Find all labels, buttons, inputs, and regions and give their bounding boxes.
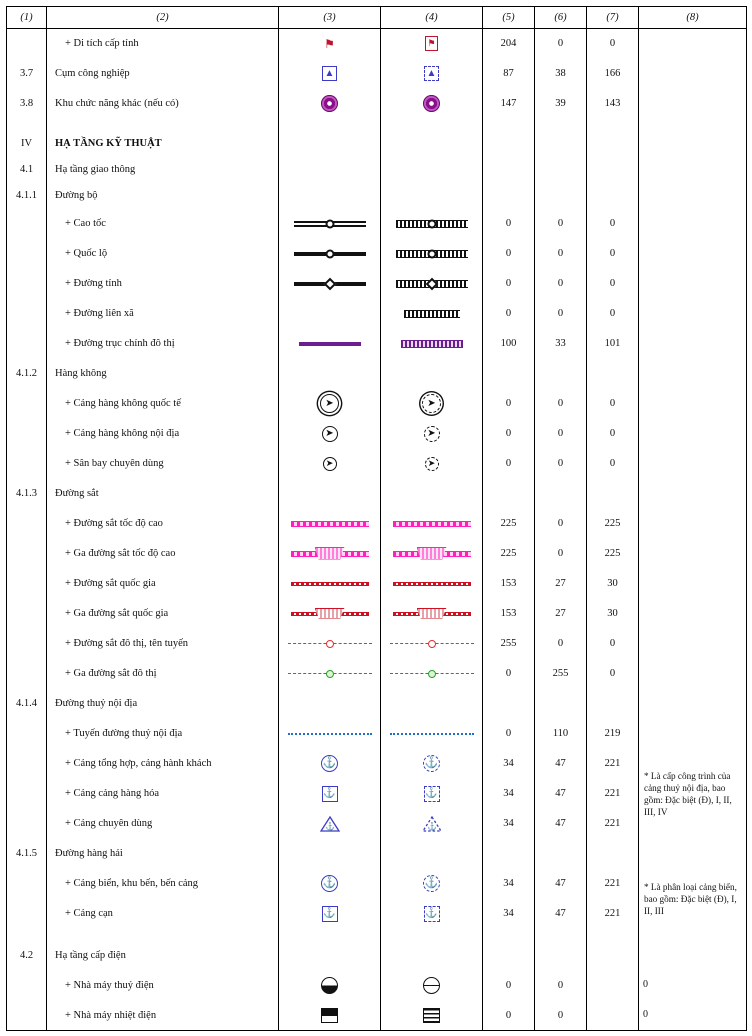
- row-value-5: 100: [483, 329, 535, 359]
- national-road-line-hatched-icon: [384, 241, 480, 267]
- row-code: [7, 299, 47, 329]
- row-code: [7, 719, 47, 749]
- col-header-4: (4): [381, 7, 483, 29]
- row-label: + Cảng hàng không quốc tế: [65, 397, 181, 409]
- row-code: 4.1.4: [7, 689, 47, 719]
- row-value-7: 0: [587, 449, 639, 479]
- national-rail-line-icon: [384, 571, 480, 597]
- row-value-7: 225: [587, 539, 639, 569]
- row-value-7: 101: [587, 329, 639, 359]
- row-value-6: 33: [535, 329, 587, 359]
- col-header-1: (1): [7, 7, 47, 29]
- row-code: 4.1.1: [7, 183, 47, 209]
- row-value-6: 0: [535, 971, 587, 1001]
- table-row: [7, 269, 747, 299]
- row-label: + Ga đường sắt tốc độ cao: [65, 547, 176, 559]
- table-row: [7, 509, 747, 539]
- row-label: + Tuyến đường thuỷ nội địa: [65, 727, 183, 739]
- row-label: Cụm công nghiệp: [55, 67, 130, 79]
- row-value-6: 0: [535, 29, 587, 59]
- row-label: + Ga đường sắt đô thị: [65, 667, 157, 679]
- table-row: [7, 59, 747, 89]
- row-value-7: 30: [587, 569, 639, 599]
- row-label: + Sân bay chuyên dùng: [65, 457, 164, 469]
- table-row: [7, 183, 747, 209]
- row-code: [7, 599, 47, 629]
- row-label: + Cảng hàng không nội địa: [65, 427, 180, 439]
- urban-rail-station-green-icon: [384, 661, 480, 687]
- row-note: * Là cấp công trình của cảng thuỷ nội địa, bao gồm: Đặc biệt (Đ), I, II, III, IV: [644, 771, 732, 817]
- col-header-6: (6): [535, 7, 587, 29]
- row-label: + Di tích cấp tỉnh: [65, 38, 139, 50]
- row-value-7: 0: [643, 1009, 648, 1020]
- row-value-7: 0: [587, 299, 639, 329]
- row-value-7: 143: [587, 89, 639, 119]
- row-note: [639, 59, 747, 89]
- port-anchor-circle-dashed-icon: ⚓: [384, 751, 480, 777]
- row-value-5: 0: [483, 209, 535, 239]
- table-row: [7, 29, 747, 59]
- col-header-5: (5): [483, 7, 535, 29]
- row-value-7: 221: [587, 779, 639, 809]
- table-header-row: [7, 7, 747, 29]
- row-code: [7, 899, 47, 929]
- special-port-triangle-dashed-icon: [384, 811, 480, 837]
- high-speed-rail-station-icon: [384, 541, 480, 567]
- table-row: [7, 629, 747, 659]
- airport-international-icon-dashed: ➤: [384, 391, 480, 417]
- row-spacer: [7, 119, 747, 131]
- table-row: [7, 719, 747, 749]
- row-label: + Cảng chuyên dùng: [65, 817, 153, 829]
- row-label: + Đường liên xã: [65, 307, 134, 319]
- row-value-5: 34: [483, 869, 535, 899]
- row-value-5: 153: [483, 599, 535, 629]
- col-header-3: (3): [279, 7, 381, 29]
- row-value-6: 0: [535, 1001, 587, 1031]
- hydro-plant-icon: [282, 973, 378, 999]
- row-value-6: 0: [535, 389, 587, 419]
- row-label: + Cảng cạn: [65, 907, 113, 919]
- provincial-road-line-hatched-icon: [384, 271, 480, 297]
- row-value-7: 225: [587, 509, 639, 539]
- row-value-7: 221: [587, 869, 639, 899]
- expressway-line-hatched-icon: [384, 211, 480, 237]
- row-code: [7, 1001, 47, 1031]
- table-row: [7, 479, 747, 509]
- row-note: [639, 29, 747, 59]
- table-row: [7, 569, 747, 599]
- row-label: + Cảng biển, khu bến, bến cảng: [65, 877, 199, 889]
- row-value-6: 0: [535, 299, 587, 329]
- row-label: Đường thuỷ nội địa: [55, 697, 138, 709]
- row-value-7: 221: [587, 899, 639, 929]
- national-road-line-icon: [282, 241, 378, 267]
- row-value-7: 0: [587, 269, 639, 299]
- row-value-7: 0: [587, 629, 639, 659]
- table-row: [7, 449, 747, 479]
- row-value-7: 0: [587, 29, 639, 59]
- seaport-anchor-circle-dashed-icon: ⚓: [384, 871, 480, 897]
- table-row: [7, 749, 747, 779]
- row-label: + Nhà máy nhiệt điện: [65, 1009, 157, 1021]
- row-code: 4.2: [7, 941, 47, 971]
- row-code: [7, 269, 47, 299]
- urban-rail-station-green-icon: [282, 661, 378, 687]
- row-value-5: 34: [483, 899, 535, 929]
- thermal-plant-icon: [282, 1002, 378, 1028]
- row-code: [7, 659, 47, 689]
- high-speed-rail-station-icon: [282, 541, 378, 567]
- row-value-6: 0: [535, 209, 587, 239]
- row-note: [639, 89, 747, 119]
- row-value-6: 255: [535, 659, 587, 689]
- urban-main-axis-line-hatched-icon: [384, 331, 480, 357]
- blue-industry-box-icon: ▲: [282, 61, 378, 87]
- row-note: * Là phân loại cảng biển, bao gồm: Đặc biệt (Đ), I, II, III: [644, 882, 737, 916]
- row-value-6: 27: [535, 599, 587, 629]
- thermal-plant-icon-lines: [384, 1002, 480, 1028]
- row-value-6: 27: [535, 569, 587, 599]
- row-code: 4.1.5: [7, 839, 47, 869]
- row-code: [7, 509, 47, 539]
- table-row: [7, 157, 747, 183]
- row-value-7: 219: [587, 719, 639, 749]
- row-spacer: [7, 929, 747, 941]
- row-label: + Đường tỉnh: [65, 277, 122, 289]
- row-value-5: 0: [483, 239, 535, 269]
- airport-domestic-icon-dashed: ➤: [384, 421, 480, 447]
- provincial-road-line-icon: [282, 271, 378, 297]
- row-value-7: 166: [587, 59, 639, 89]
- row-code: [7, 29, 47, 59]
- airport-domestic-icon: ➤: [282, 421, 378, 447]
- port-anchor-circle-icon: ⚓: [282, 751, 378, 777]
- row-code: 4.1.3: [7, 479, 47, 509]
- table-row: [7, 131, 747, 157]
- row-value-6: 0: [535, 269, 587, 299]
- purple-flower-circle-icon: [282, 91, 378, 117]
- national-rail-line-icon: [282, 571, 378, 597]
- high-speed-rail-line-icon: [282, 511, 378, 537]
- row-value-5: 225: [483, 539, 535, 569]
- row-value-5: 0: [483, 449, 535, 479]
- row-label: Khu chức năng khác (nếu có): [55, 97, 179, 109]
- svg-text:⚓: ⚓: [426, 821, 437, 831]
- row-value-6: 47: [535, 779, 587, 809]
- row-value-5: 255: [483, 629, 535, 659]
- row-label: Hàng không: [55, 367, 107, 379]
- row-code: [7, 779, 47, 809]
- row-code: [7, 419, 47, 449]
- row-code: 4.1: [7, 157, 47, 183]
- row-code: 4.1.2: [7, 359, 47, 389]
- symbol-specification-table: [6, 6, 747, 1031]
- row-value-6: 47: [535, 749, 587, 779]
- row-value-6: 0: [535, 629, 587, 659]
- table-row: [7, 971, 747, 1001]
- row-code: [7, 239, 47, 269]
- row-value-6: 47: [535, 899, 587, 929]
- row-label: HẠ TẦNG KỸ THUẬT: [55, 137, 162, 149]
- row-label: Hạ tầng giao thông: [55, 163, 136, 175]
- special-port-triangle-icon: [282, 811, 378, 837]
- row-value-5: 87: [483, 59, 535, 89]
- svg-text:⚓: ⚓: [324, 821, 335, 831]
- airfield-special-icon: ➤: [282, 451, 378, 477]
- row-label: + Ga đường sắt quốc gia: [65, 607, 169, 619]
- row-label: + Cao tốc: [65, 217, 106, 229]
- table-row: [7, 809, 747, 839]
- col-header-7: (7): [587, 7, 639, 29]
- row-code: [7, 749, 47, 779]
- table-row: [7, 689, 747, 719]
- table-row: [7, 329, 747, 359]
- row-value-7: 221: [587, 809, 639, 839]
- cargo-port-square-dashed-icon: ⚓: [384, 781, 480, 807]
- cargo-port-square-icon: ⚓: [282, 781, 378, 807]
- row-label: Đường bộ: [55, 189, 98, 201]
- row-label: + Đường sắt quốc gia: [65, 577, 156, 589]
- row-value-6: 110: [535, 719, 587, 749]
- table-row: [7, 239, 747, 269]
- table-row: [7, 299, 747, 329]
- row-value-5: 0: [483, 389, 535, 419]
- row-value-5: 0: [483, 1001, 535, 1031]
- row-code: [7, 971, 47, 1001]
- urban-rail-dashed-line-icon: [282, 631, 378, 657]
- row-value-5: 0: [483, 269, 535, 299]
- table-row: [7, 839, 747, 869]
- row-value-6: 47: [535, 869, 587, 899]
- purple-flower-circle-icon: [384, 91, 480, 117]
- row-value-6: 47: [535, 809, 587, 839]
- row-code: IV: [7, 131, 47, 157]
- row-value-5: 34: [483, 809, 535, 839]
- red-landmark-box-icon: ⚑: [384, 31, 480, 57]
- row-value-5: 34: [483, 779, 535, 809]
- row-value-6: 38: [535, 59, 587, 89]
- row-code: 3.7: [7, 59, 47, 89]
- row-value-7: 30: [587, 599, 639, 629]
- row-code: [7, 809, 47, 839]
- row-value-5: 147: [483, 89, 535, 119]
- row-value-5: 0: [483, 659, 535, 689]
- seaport-anchor-circle-icon: ⚓: [282, 871, 378, 897]
- table-row: [7, 779, 747, 809]
- table-row: [7, 941, 747, 971]
- row-value-6: 0: [535, 449, 587, 479]
- row-label: + Đường trục chính đô thị: [65, 337, 175, 349]
- row-label: Đường hàng hải: [55, 847, 123, 859]
- table-row: [7, 209, 747, 239]
- urban-rail-dashed-line-icon: [384, 631, 480, 657]
- national-rail-station-icon: [384, 601, 480, 627]
- row-value-6: 0: [535, 239, 587, 269]
- airport-international-icon: ➤: [282, 391, 378, 417]
- red-landmark-marker-icon: ⚑: [324, 36, 335, 51]
- dry-port-square-icon: ⚓: [282, 901, 378, 927]
- row-value-7: 0: [587, 419, 639, 449]
- row-value-5: 0: [483, 971, 535, 1001]
- row-label: + Đường sắt đô thị, tên tuyến: [65, 637, 189, 649]
- national-rail-station-icon: [282, 601, 378, 627]
- row-code: [7, 329, 47, 359]
- col-header-8: (8): [639, 7, 747, 29]
- row-label: + Cảng tổng hợp, cảng hành khách: [65, 757, 212, 769]
- row-value-5: 225: [483, 509, 535, 539]
- row-code: [7, 539, 47, 569]
- row-value-5: 204: [483, 29, 535, 59]
- inland-waterway-dotted-line-icon: [282, 721, 378, 747]
- row-code: [7, 449, 47, 479]
- hydro-plant-icon-thin: [384, 973, 480, 999]
- col-header-2: (2): [47, 7, 279, 29]
- row-value-5: 34: [483, 749, 535, 779]
- row-code: [7, 629, 47, 659]
- row-value-5: 153: [483, 569, 535, 599]
- inland-waterway-dotted-line-icon: [384, 721, 480, 747]
- commune-road-line-hatched-icon: [384, 301, 480, 327]
- row-value-6: 0: [535, 539, 587, 569]
- table-row: [7, 419, 747, 449]
- high-speed-rail-line-icon: [384, 511, 480, 537]
- table-row: [7, 359, 747, 389]
- row-label: Hạ tầng cấp điện: [55, 949, 126, 961]
- row-code: [7, 389, 47, 419]
- table-row: [7, 1001, 747, 1031]
- row-label: + Quốc lộ: [65, 247, 108, 259]
- table-row: [7, 89, 747, 119]
- table-row: [7, 599, 747, 629]
- row-code: [7, 209, 47, 239]
- row-value-5: 0: [483, 719, 535, 749]
- table-row: [7, 659, 747, 689]
- row-code: [7, 569, 47, 599]
- row-value-7: 0: [587, 209, 639, 239]
- row-value-5: 0: [483, 419, 535, 449]
- urban-main-axis-line-icon: [282, 331, 378, 357]
- airfield-special-icon-dashed: ➤: [384, 451, 480, 477]
- table-row: [7, 869, 747, 899]
- row-code: [7, 869, 47, 899]
- row-label: + Nhà máy thuỷ điện: [65, 979, 154, 991]
- row-value-7: 0: [587, 389, 639, 419]
- expressway-line-icon: [282, 211, 378, 237]
- row-value-6: 0: [535, 509, 587, 539]
- table-row: [7, 539, 747, 569]
- row-value-7: 0: [587, 239, 639, 269]
- row-value-7: 0: [643, 979, 648, 991]
- row-label: + Đường sắt tốc độ cao: [65, 517, 163, 529]
- table-row: [7, 899, 747, 929]
- row-value-5: 0: [483, 299, 535, 329]
- row-value-6: 39: [535, 89, 587, 119]
- row-label: Đường sắt: [55, 487, 99, 499]
- row-label: + Cảng cảng hàng hóa: [65, 787, 159, 799]
- row-value-7: 0: [587, 659, 639, 689]
- blue-industry-box-dashed-icon: ▲: [384, 61, 480, 87]
- row-value-7: 221: [587, 749, 639, 779]
- row-value-6: 0: [535, 419, 587, 449]
- dry-port-square-dashed-icon: ⚓: [384, 901, 480, 927]
- row-code: 3.8: [7, 89, 47, 119]
- table-row: [7, 389, 747, 419]
